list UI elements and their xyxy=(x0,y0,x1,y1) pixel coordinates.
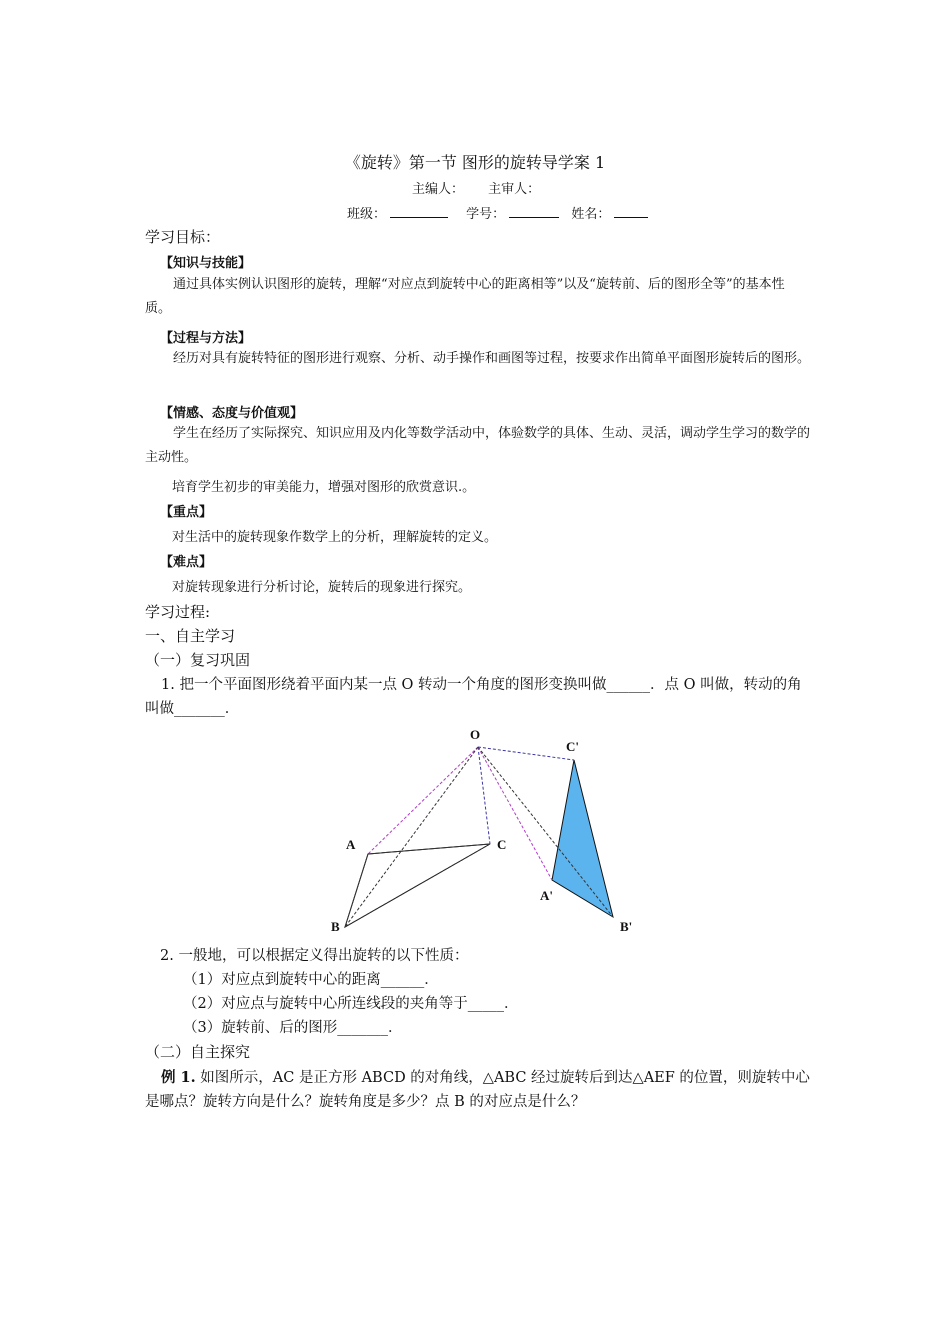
triangle-abc-rotated xyxy=(552,760,613,917)
name-blank[interactable] xyxy=(614,205,648,218)
emotion-title: 【情感、态度与价值观】 xyxy=(160,406,304,421)
objectives-heading: 学习目标： xyxy=(145,228,221,246)
number-blank[interactable] xyxy=(509,205,559,218)
property-2: （2）对应点与旋转中心所连线段的夹角等于_____． xyxy=(183,996,519,1012)
subsection-2-heading: （二）自主探究 xyxy=(145,1043,251,1061)
class-blank[interactable] xyxy=(390,205,448,218)
class-label: 班级： xyxy=(347,207,387,222)
property-3: （3）旋转前、后的图形_______． xyxy=(183,1020,403,1036)
editor-line xyxy=(412,178,560,197)
label-a: A xyxy=(346,837,356,852)
question-1: 1. 把一个平面图形绕着平面内某一点 O 转动一个角度的图形变换叫做______．点 O 叫做，转动的角叫做_______． xyxy=(145,677,802,717)
label-o: O xyxy=(470,727,481,742)
difficulty-title: 【难点】 xyxy=(160,555,213,570)
knowledge-title: 【知识与技能】 xyxy=(160,256,252,271)
process-heading: 学习过程: xyxy=(145,603,211,621)
process-text: 经历对具有旋转特征的图形进行观察、分析、动手操作和画图等过程，按要求作出简单平面图形旋转后的图形。 xyxy=(173,351,811,366)
emotion-text-1: 学生在经历了实际探究、知识应用及内化等数学活动中，体验数学的具体、生动、灵活，调动学生学习的数学的主动性。 xyxy=(145,426,811,465)
name-label: 姓名： xyxy=(571,207,611,222)
label-a-prime: A' xyxy=(540,888,553,903)
page-title: 《旋转》第一节 图形的旋转导学案 1 xyxy=(344,153,606,172)
number-label: 学号： xyxy=(466,207,506,222)
key-title: 【重点】 xyxy=(160,505,213,520)
example-text: 如图所示，AC 是正方形 ABCD 的对角线，△ABC 经过旋转后到达△AEF 的位置，则旋转中心是哪点？旋转方向是什么？旋转角度是多少？点 B 的对应点是什么？ xyxy=(145,1070,810,1110)
example-1 xyxy=(145,1066,810,1114)
label-b-prime: B' xyxy=(620,919,633,934)
subsection-1-heading: （一）复习巩固 xyxy=(145,651,251,669)
knowledge-text: 通过具体实例认识图形的旋转，理解“对应点到旋转中心的距离相等”以及“旋转前、后的图形全等”的基本性质。 xyxy=(145,277,785,316)
process-title: 【过程与方法】 xyxy=(160,331,252,346)
editor-label: 主编人： xyxy=(412,182,465,197)
reviewer-label: 主审人： xyxy=(488,182,541,197)
student-info-line xyxy=(347,203,652,222)
question-2: 2. 一般地，可以根据定义得出旋转的以下性质： xyxy=(160,948,469,964)
key-text: 对生活中的旋转现象作数学上的分析，理解旋转的定义。 xyxy=(172,530,498,545)
label-c: C xyxy=(497,837,507,852)
example-label: 例 1. xyxy=(161,1069,196,1086)
property-1: （1）对应点到旋转中心的距离______． xyxy=(183,972,439,988)
section-1-heading: 一、自主学习 xyxy=(145,627,236,645)
label-b: B xyxy=(331,919,340,934)
rotation-figure xyxy=(330,722,650,937)
emotion-text-2: 培育学生初步的审美能力，增强对图形的欣赏意识.。 xyxy=(172,480,476,495)
label-c-prime: C' xyxy=(566,739,579,754)
difficulty-text: 对旋转现象进行分析讨论，旋转后的现象进行探究。 xyxy=(172,580,472,595)
